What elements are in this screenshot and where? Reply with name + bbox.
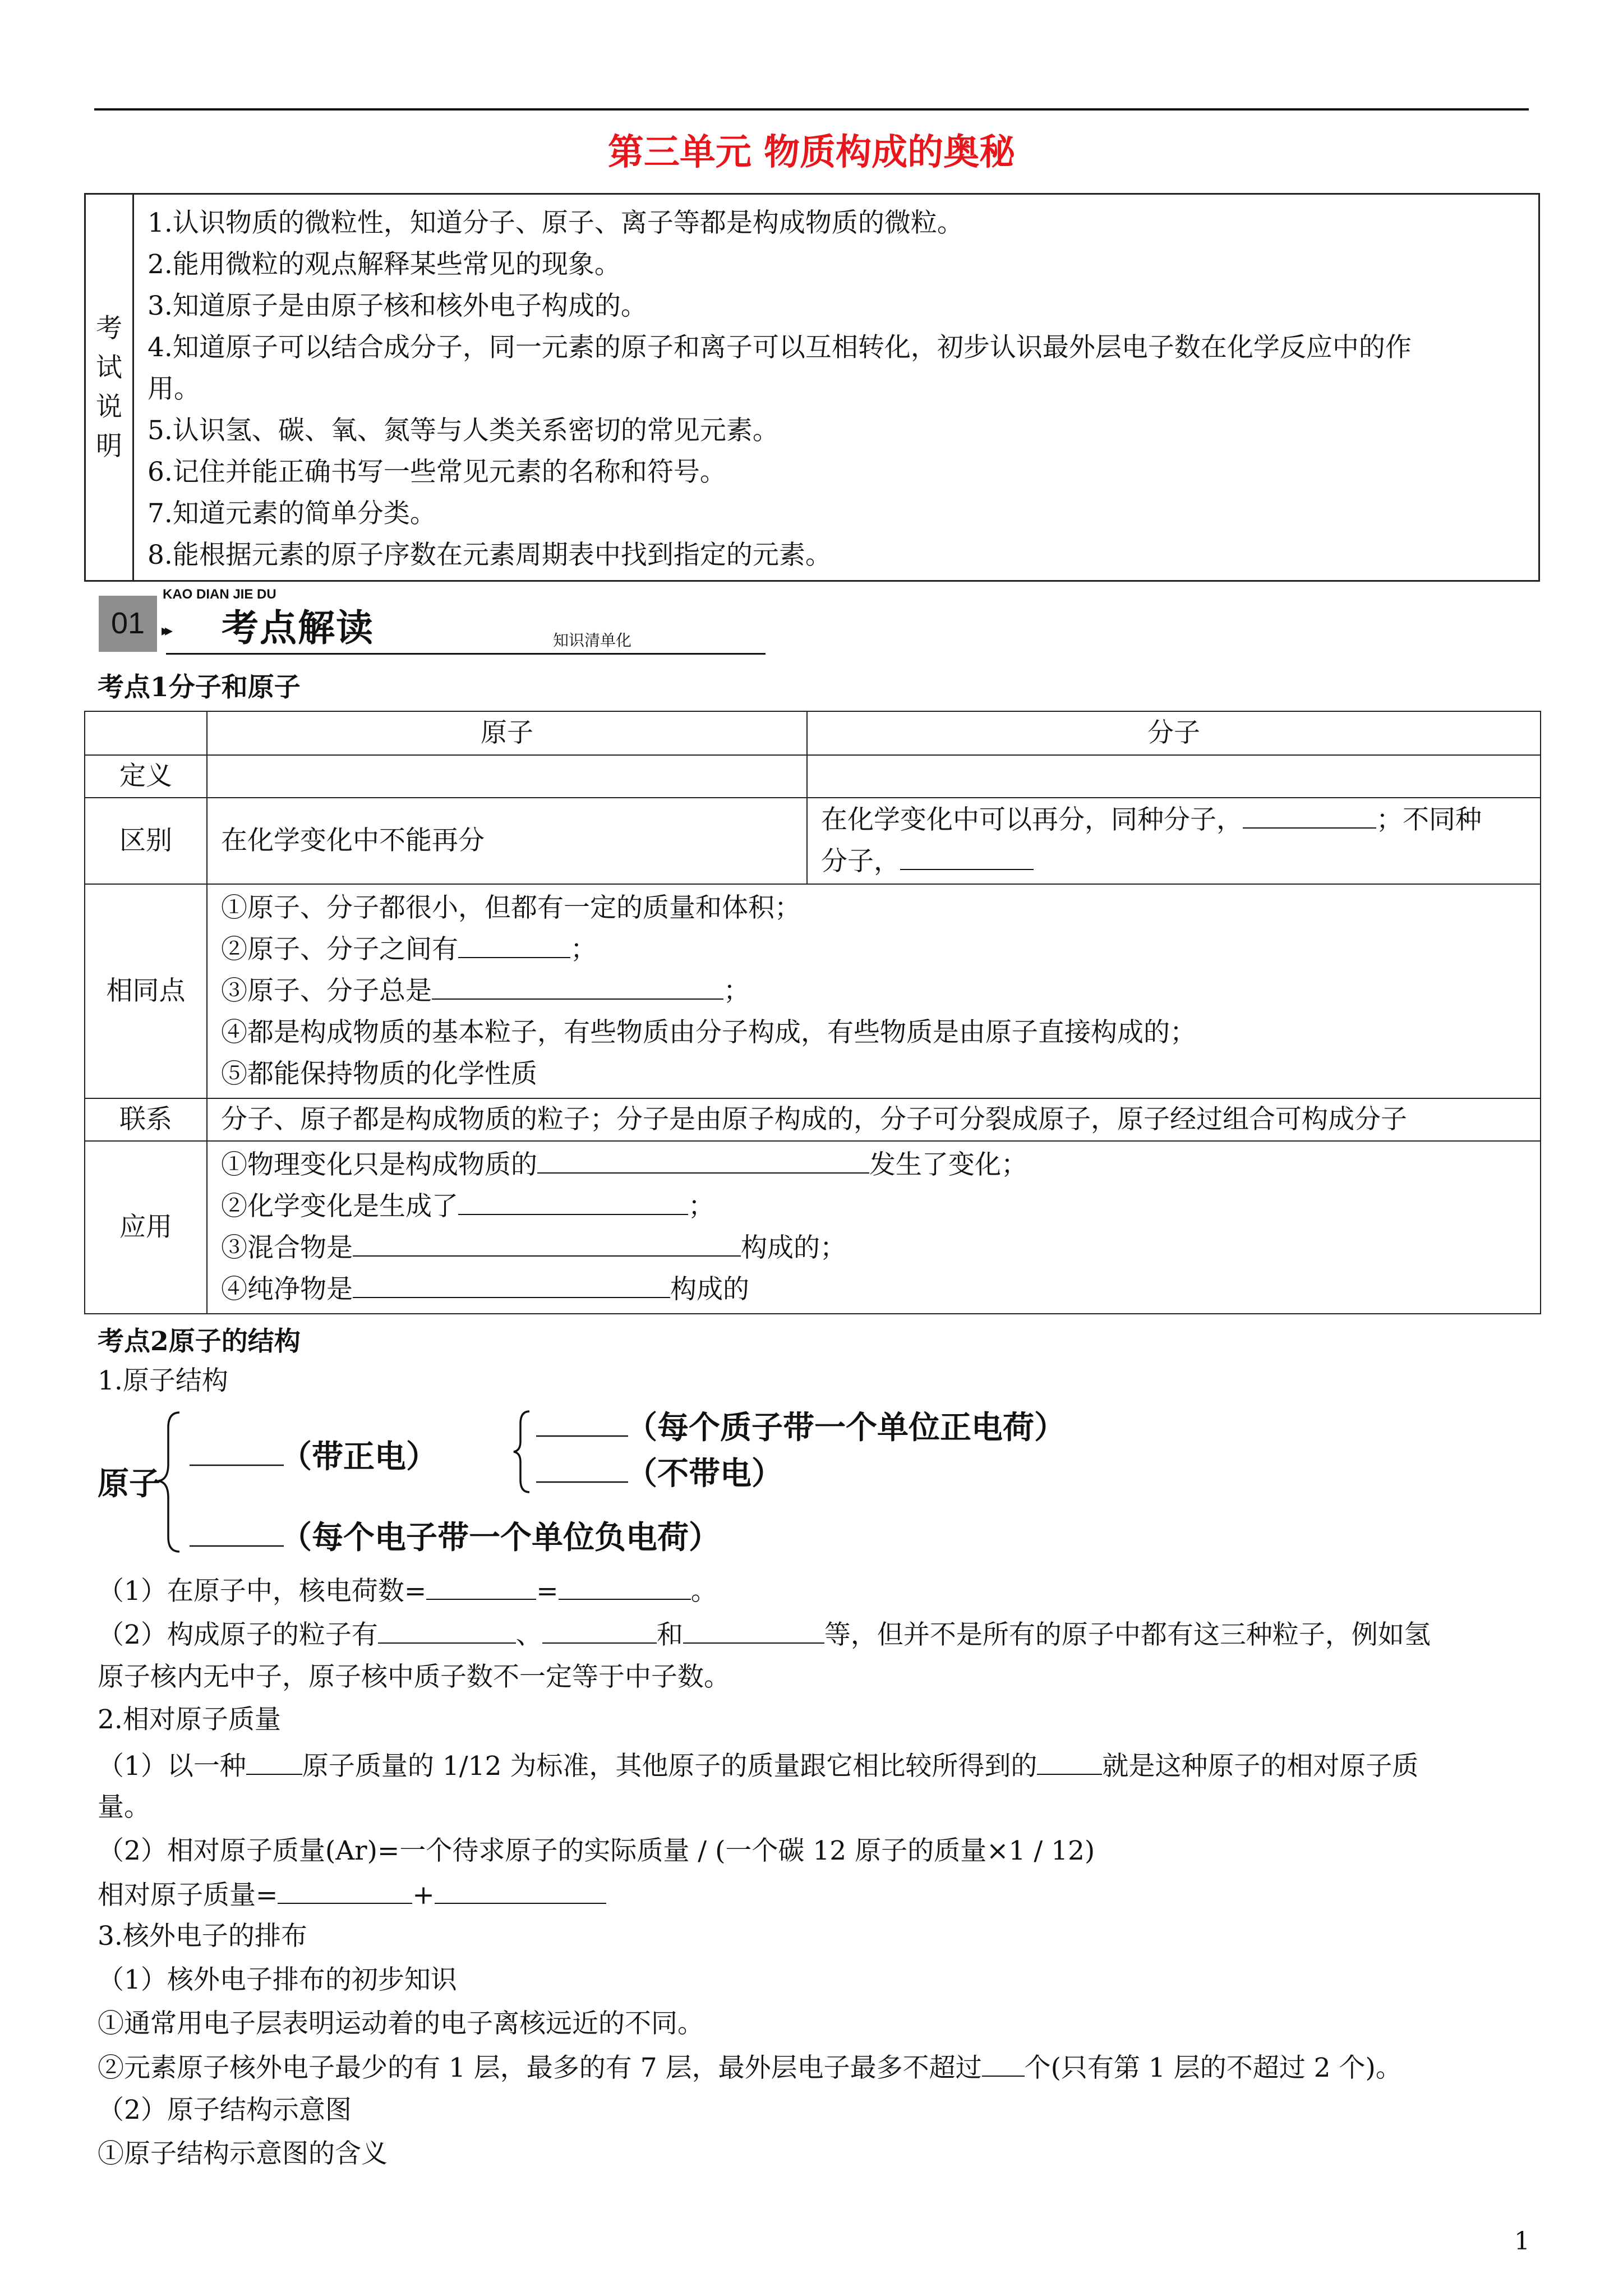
blank-field[interactable]: [435, 1877, 606, 1904]
row-label-application: 应用: [85, 1141, 207, 1314]
application-item: 构成的；: [741, 1232, 846, 1263]
blank-field[interactable]: [1037, 1748, 1102, 1775]
electron-knowledge-line: [98, 2050, 1402, 2085]
outer-brace: [158, 1412, 179, 1552]
common-point: ③原子、分子总是: [221, 976, 432, 1006]
blank-field[interactable]: [458, 931, 570, 958]
blank-field[interactable]: [378, 1617, 516, 1644]
exam-label-char: 考: [96, 312, 122, 344]
atom-structure-diagram: [95, 1402, 1066, 1559]
exam-item: 用。: [147, 374, 200, 404]
col-header-molecule: 分子: [807, 711, 1541, 755]
diagram-root-atom: 原子: [98, 1465, 160, 1502]
common-point: ⑤都能保持物质的化学性质: [221, 1059, 537, 1089]
electron-knowledge-line: ①通常用电子层表明运动着的电子离核远近的不同。: [98, 2008, 704, 2039]
relative-mass-title: 2.相对原子质量: [98, 1704, 281, 1735]
exam-item: 6.记住并能正确书写一些常见元素的名称和符号。: [147, 457, 726, 487]
exam-item: 3.知道原子是由原子核和核外电子构成的。: [147, 291, 647, 321]
diagram-electron-note: （每个电子带一个单位负电荷）: [280, 1519, 720, 1556]
table-corner: [85, 711, 207, 755]
diff-molecule-text: 在化学变化中可以再分，同种分子，: [821, 804, 1243, 835]
punctuation: ；: [688, 1191, 714, 1222]
electron-arrangement-title: 3.核外电子的排布: [98, 1921, 307, 1952]
paragraph-relative-mass: [98, 1748, 1418, 1783]
common-point: ④都是构成物质的基本粒子，有些物质由分子构成，有些物质是由原子直接构成的；: [221, 1017, 1196, 1048]
exam-label-char: 试: [96, 352, 122, 383]
banner-pinyin: KAO DIAN JIE DU: [163, 587, 276, 602]
punctuation: ；: [723, 976, 750, 1006]
common-point: ①原子、分子都很小，但都有一定的质量和体积；: [221, 892, 801, 923]
banner-title: 考点解读: [222, 606, 374, 650]
text: 、: [515, 1619, 542, 1650]
definition-molecule-cell: [807, 755, 1541, 798]
electron-knowledge-line: （2）原子结构示意图: [98, 2095, 352, 2125]
paragraph-particles: [98, 1617, 1431, 1652]
inner-brace: [514, 1411, 529, 1492]
blank-field[interactable]: [1243, 802, 1376, 829]
difference-atom-cell: 在化学变化中不能再分: [207, 798, 807, 884]
row-label-definition: 定义: [85, 755, 207, 798]
application-cell: [207, 1141, 1541, 1314]
row-label-relation: 联系: [85, 1098, 207, 1141]
paragraph-particles-line2: 原子核内无中子，原子核中质子数不一定等于中子数。: [98, 1662, 730, 1692]
electron-knowledge-line: （1）核外电子排布的初步知识: [98, 1964, 457, 1995]
diagram-neutron-note: （不带电）: [626, 1455, 783, 1492]
blank-field[interactable]: [683, 1617, 824, 1644]
topic1-heading: 考点1分子和原子: [98, 672, 301, 703]
blank-field[interactable]: [432, 973, 723, 1000]
row-label-common: 相同点: [85, 884, 207, 1098]
exam-label-column: [86, 195, 134, 580]
blank-field[interactable]: [278, 1877, 412, 1904]
page-title: 第三单元 物质构成的奥秘: [607, 131, 1016, 173]
table-row: [85, 1141, 1541, 1314]
application-item: 发生了变化；: [869, 1149, 1027, 1180]
exam-item: 5.认识氢、碳、氧、氮等与人类关系密切的常见元素。: [147, 415, 779, 446]
blank-field[interactable]: [559, 1573, 691, 1600]
text: （1）以一种: [98, 1751, 246, 1782]
text: 原子质量的 1/12 为标准，其他原子的质量跟它相比较所得到的: [302, 1751, 1038, 1782]
application-item: ①物理变化只是构成物质的: [221, 1149, 537, 1180]
exam-item: 8.能根据元素的原子序数在元素周期表中找到指定的元素。: [147, 540, 832, 570]
blank-field[interactable]: [458, 1188, 688, 1215]
exam-item: 4.知道原子可以结合成分子，同一元素的原子和离子可以互相转化，初步认识最外层电子数在化学反应中的作: [147, 332, 1412, 363]
diagram-nucleus-note: （带正电）: [280, 1438, 437, 1475]
definition-atom-cell: [207, 755, 807, 798]
exam-item: 1.认识物质的微粒性，知道分子、原子、离子等都是构成物质的微粒。: [147, 208, 963, 238]
text: +: [412, 1880, 435, 1911]
blank-field[interactable]: [537, 1147, 869, 1174]
table-row: [85, 1098, 1541, 1141]
electron-knowledge-line: ①原子结构示意图的含义: [98, 2138, 388, 2169]
text: ②元素原子核外电子最少的有 1 层，最多的有 7 层，最外层电子最多不超过: [98, 2053, 982, 2083]
row-label-difference: 区别: [85, 798, 207, 884]
table-row: [85, 755, 1541, 798]
application-item: 构成的: [670, 1274, 749, 1305]
text: （1）在原子中，核电荷数=: [98, 1576, 427, 1607]
table-row: [85, 711, 1541, 755]
blank-field[interactable]: [246, 1748, 302, 1775]
section-banner: [95, 587, 766, 659]
relative-mass-formula: （2）相对原子质量(Ar)=一个待求原子的实际质量 / (一个碳 12 原子的质量×1 / 12): [98, 1835, 1095, 1866]
application-item: ②化学变化是生成了: [221, 1191, 458, 1222]
blank-field[interactable]: [542, 1617, 657, 1644]
diagram-proton-note: （每个质子带一个单位正电荷）: [626, 1409, 1066, 1446]
table-row: [85, 884, 1541, 1098]
common-points-cell: [207, 884, 1541, 1098]
banner-underline: [166, 653, 766, 655]
top-rule: [94, 108, 1529, 111]
exam-label-char: 说: [96, 391, 122, 422]
relative-mass-sum: [98, 1877, 606, 1912]
blank-field[interactable]: [353, 1230, 741, 1257]
exam-label-char: 明: [96, 430, 122, 462]
relation-cell: 分子、原子都是构成物质的粒子；分子是由原子构成的，分子可分裂成原子，原子经过组合可构成分子: [207, 1098, 1541, 1141]
banner-arrows: ▸▸: [162, 621, 169, 639]
text: （2）构成原子的粒子有: [98, 1619, 378, 1650]
blank-field[interactable]: [982, 2050, 1025, 2077]
blank-field[interactable]: [426, 1573, 536, 1600]
exam-description-box: [84, 193, 1540, 582]
text: 相对原子质量=: [98, 1880, 278, 1911]
difference-molecule-cell: [807, 798, 1541, 884]
exam-item: 7.知道元素的简单分类。: [147, 498, 436, 529]
exam-item: 2.能用微粒的观点解释某些常见的现象。: [147, 249, 621, 280]
table-row: [85, 798, 1541, 884]
punctuation: ；: [570, 934, 597, 965]
application-item: ④纯净物是: [221, 1274, 353, 1305]
diff-molecule-text: ；不同种: [1376, 804, 1482, 835]
topic2-heading: 考点2原子的结构: [98, 1326, 301, 1357]
molecule-atom-table: [84, 711, 1541, 1314]
page-number: 1: [1514, 2227, 1530, 2256]
paragraph-relative-mass-line2: 量。: [98, 1792, 150, 1823]
common-point: ②原子、分子之间有: [221, 934, 458, 965]
banner-subtitle: 知识清单化: [553, 631, 632, 650]
col-header-atom: 原子: [207, 711, 807, 755]
exam-items: [147, 203, 1412, 576]
application-item: ③混合物是: [221, 1232, 353, 1263]
text: 和: [656, 1619, 683, 1650]
diff-molecule-text: 分子，: [821, 846, 900, 877]
blank-field[interactable]: [353, 1271, 670, 1298]
atom-structure-title: 1.原子结构: [98, 1365, 228, 1396]
text: 个(只有第 1 层的不超过 2 个)。: [1024, 2053, 1402, 2083]
paragraph-nuclear-charge: [98, 1573, 717, 1608]
text: 。: [690, 1576, 717, 1607]
text: 等，但并不是所有的原子中都有这三种粒子，例如氢: [824, 1619, 1431, 1650]
text: 就是这种原子的相对原子质: [1102, 1751, 1419, 1782]
text: =: [536, 1576, 559, 1607]
blank-field[interactable]: [900, 843, 1034, 870]
banner-number: 01: [110, 606, 145, 640]
